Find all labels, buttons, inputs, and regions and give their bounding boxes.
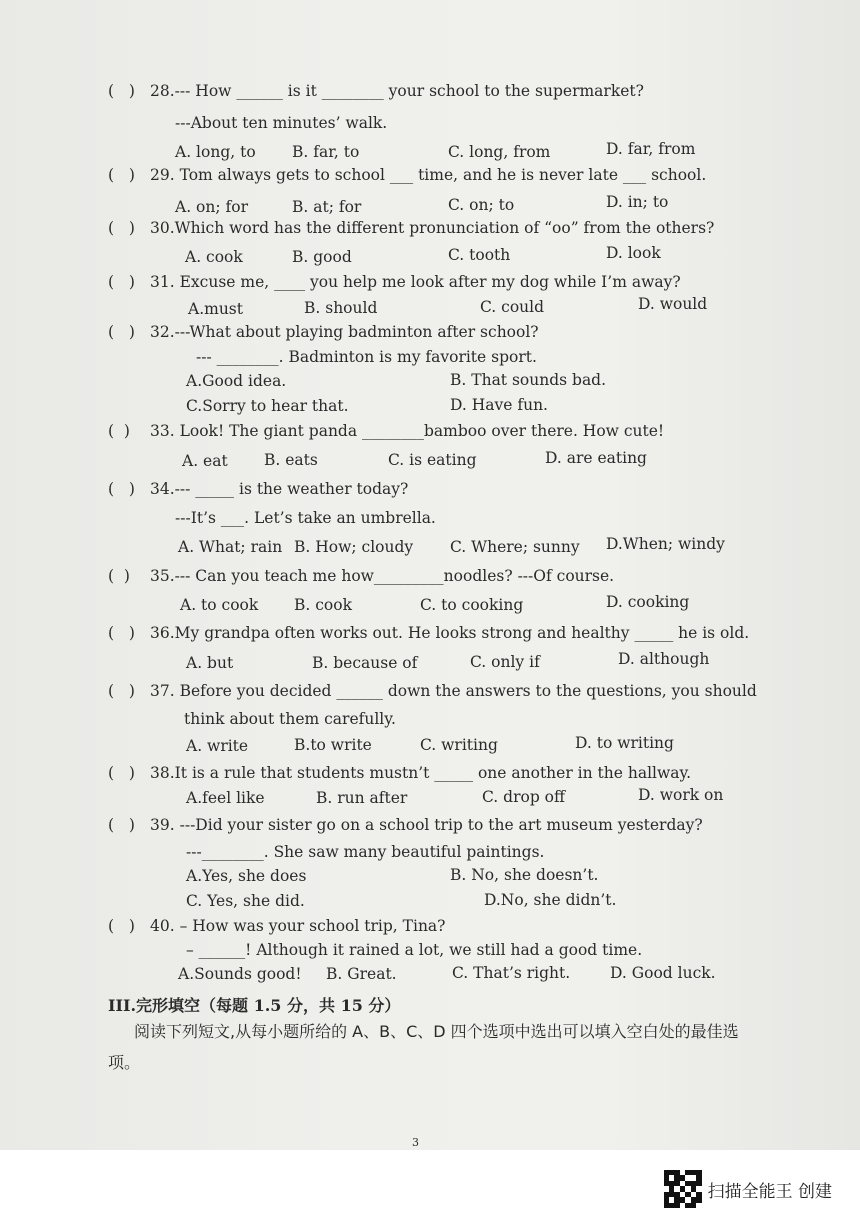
q40-option-d: D. Good luck. [610,964,716,982]
q28-option-a: A. long, to [175,143,256,161]
q28-option-d: D. far, from [606,140,696,158]
q32-line2: --- ________. Badminton is my favorite sport. [196,348,537,366]
q39-option-b: B. No, she doesn’t. [450,866,599,884]
q30-option-d: D. look [606,244,661,262]
q29-option-b: B. at; for [292,198,362,216]
q36-option-b: B. because of [312,654,418,672]
q30-stem: ( ) 30.Which word has the different pronunciation of “oo” from the others? [108,219,715,237]
q36-option-d: D. although [618,650,710,668]
q40-stem: ( ) 40. – How was your school trip, Tina? [108,917,446,935]
q29-stem: ( ) 29. Tom always gets to school ___ time, and he is never late ___ school. [108,166,707,184]
q39-option-d: D.No, she didn’t. [484,891,617,909]
q39-option-a: A.Yes, she does [186,867,307,885]
q40-option-a: A.Sounds good! [178,965,302,983]
q31-option-c: C. could [480,298,545,316]
footer-text: 扫描全能王 创建 [707,1181,832,1202]
q32-option-c: C.Sorry to hear that. [186,397,349,415]
q36-option-a: A. but [186,654,234,672]
q36-stem: ( ) 36.My grandpa often works out. He looks strong and healthy _____ he is old. [108,624,750,642]
section-title: III.完形填空（每题 1.5 分，共 15 分） [108,996,401,1015]
q32-option-d: D. Have fun. [450,396,548,414]
q31-option-d: D. would [638,295,708,313]
q37-option-b: B.to write [294,736,372,754]
q37-stem: ( ) 37. Before you decided ______ down the answers to the questions, you should [108,682,757,700]
q40-line2: – ______! Although it rained a lot, we still had a good time. [186,941,643,959]
q39-stem: ( ) 39. ---Did your sister go on a school trip to the art museum yesterday? [108,816,703,834]
answer-paren: ( ) [108,82,135,100]
q38-option-d: D. work on [638,786,724,804]
q34-line2: ---It’s ___. Let’s take an umbrella. [175,509,436,527]
q37-option-d: D. to writing [575,734,674,752]
q30-option-c: C. tooth [448,246,511,264]
section-instruction: 阅读下列短文,从每小题所给的 A、B、C、D 四个选项中选出可以填入空白处的最佳选项。 [108,1022,739,1072]
q36-option-c: C. only if [470,653,540,671]
q30-option-a: A. cook [185,248,243,266]
q39-option-c: C. Yes, she did. [186,892,305,910]
q32-option-a: A.Good idea. [186,372,287,390]
q33-option-a: A. eat [182,452,228,470]
q31-stem: ( ) 31. Excuse me, ____ you help me look after my dog while I’m away? [108,273,681,291]
q30-option-b: B. good [292,248,352,266]
q35-option-c: C. to cooking [420,596,524,614]
q40-option-b: B. Great. [326,965,397,983]
q35-option-b: B. cook [294,596,352,614]
q31-option-a: A.must [188,300,243,318]
q32-stem: ( ) 32.---What about playing badminton after school? [108,323,539,341]
q33-option-d: D. are eating [545,449,647,467]
q29-option-c: C. on; to [448,196,515,214]
q35-stem: ( ) 35.--- Can you teach me how_________noodles? ---Of course. [108,567,615,585]
q38-option-b: B. run after [316,789,408,807]
q29-option-a: A. on; for [175,198,248,216]
q35-option-a: A. to cook [180,596,259,614]
q31-option-b: B. should [304,299,378,317]
q33-stem: ( ) 33. Look! The giant panda ________bamboo over there. How cute! [108,422,665,440]
q34-option-c: C. Where; sunny [450,538,580,556]
q34-option-a: A. What; rain [178,538,283,556]
q28-stem: ( ) 28.--- How ______ is it ________ your school to the supermarket? [108,82,644,100]
q38-stem: ( ) 38.It is a rule that students mustn’t _____ one another in the hallway. [108,764,692,782]
q33-option-b: B. eats [264,451,318,469]
q29-option-d: D. in; to [606,193,669,211]
q32-option-b: B. That sounds bad. [450,371,607,389]
q28-option-c: C. long, from [448,143,551,161]
q28-option-b: B. far, to [292,143,360,161]
q33-option-c: C. is eating [388,451,477,469]
q37-line2: think about them carefully. [184,710,396,728]
q38-option-c: C. drop off [482,788,566,806]
qr-code-icon [664,1170,702,1208]
q37-option-a: A. write [186,737,249,755]
q40-option-c: C. That’s right. [452,964,571,982]
q35-option-d: D. cooking [606,593,690,611]
q39-line2: ---________. She saw many beautiful paintings. [186,843,545,861]
q34-option-d: D.When; windy [606,535,725,553]
scanner-watermark [664,1170,832,1208]
page-number: 3 [412,1136,419,1149]
q28-line2: ---About ten minutes’ walk. [175,114,388,132]
q34-stem: ( ) 34.--- _____ is the weather today? [108,480,409,498]
q38-option-a: A.feel like [186,789,265,807]
q34-option-b: B. How; cloudy [294,538,414,556]
q37-option-c: C. writing [420,736,498,754]
